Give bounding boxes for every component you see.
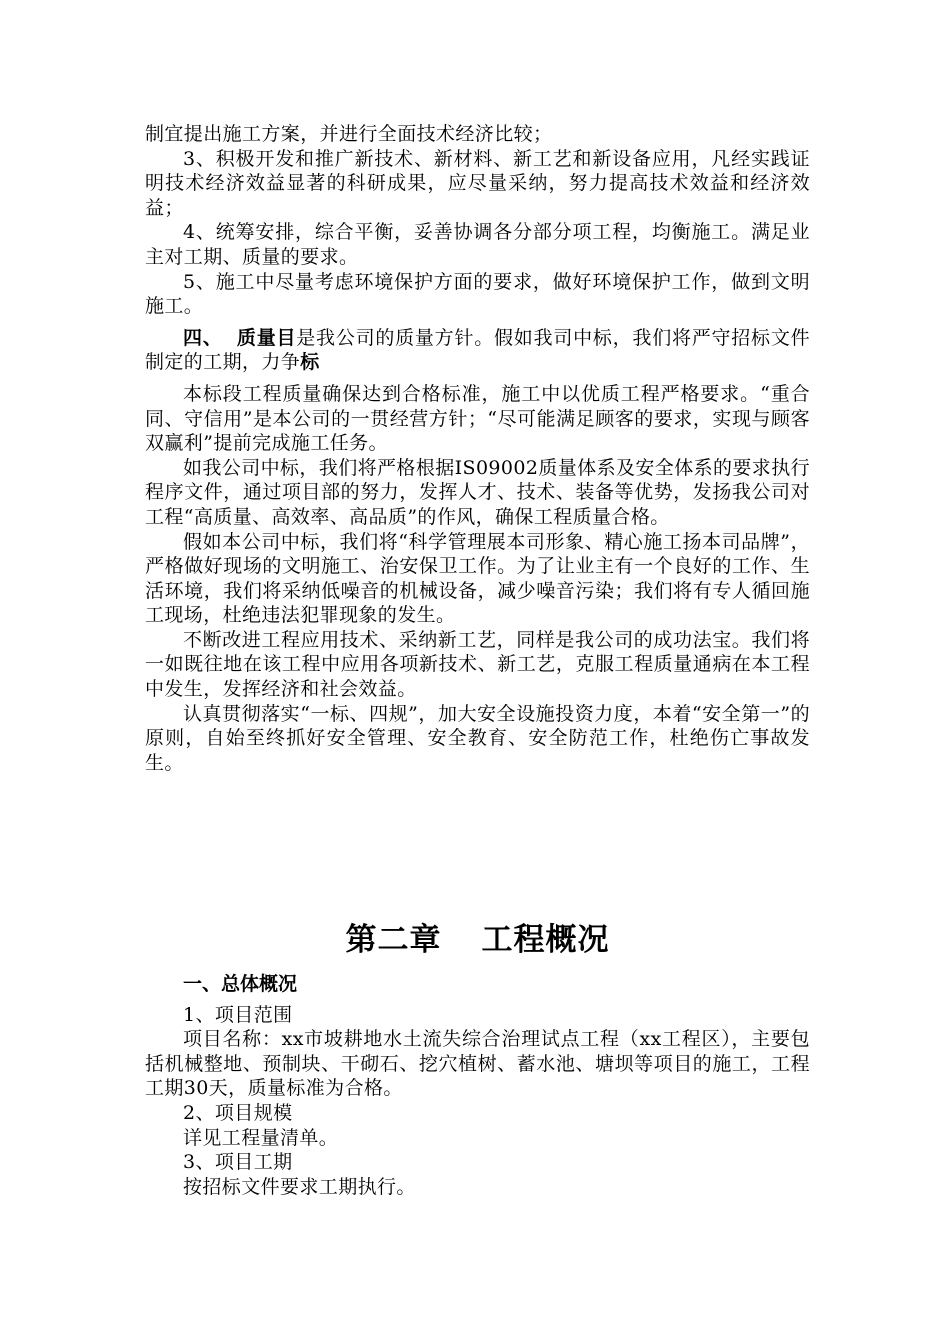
quality-paragraph-4: 不断改进工程应用技术、采纳新工艺，同样是我公司的成功法宝。我们将一如既往地在该工程中应用各项新技术、新工艺，克服工程质量通病在本工程中发生，发挥经济和社会效益。 <box>145 628 810 701</box>
subsection-scale-heading: 2、项目规模 <box>183 1101 293 1124</box>
quality-heading-paragraph <box>145 326 810 375</box>
subsection-duration-body: 按招标文件要求工期执行。 <box>183 1175 416 1198</box>
chapter-number: 第二章 <box>345 922 442 958</box>
paragraph-item-3: 3、积极开发和推广新技术、新材料、新工艺和新设备应用，凡经实践证明技术经济效益显著的科研成果，应尽量采纳，努力提高技术效益和经济效益； <box>145 147 810 219</box>
subsection-scope-heading: 1、项目范围 <box>183 1003 293 1026</box>
subsection-scale-body: 详见工程量清单。 <box>183 1126 339 1149</box>
chapter-title: 工程概况 <box>481 922 610 958</box>
quality-paragraph-2: 如我公司中标，我们将严格根据IS09002质量体系及安全体系的要求执行程序文件，通过项目部的努力，发挥人才、技术、装备等优势，发扬我公司对工程“高质量、高效率、高品质”的作风，确保工程质量合格。 <box>145 456 810 528</box>
paragraph-continued: 制宜提出施工方案，并进行全面技术经济比较； <box>145 123 553 145</box>
subsection-scope-body: 项目名称：xx市坡耕地水土流失综合治理试点工程（xx工程区），主要包括机械整地、预制块、干砌石、挖穴植树、蓄水池、塘坝等项目的施工，工程工期30天，质量标准为合格。 <box>145 1028 810 1100</box>
quality-heading-number: 四、 <box>183 326 223 349</box>
quality-paragraph-1: 本标段工程质量确保达到合格标准，施工中以优质工程严格要求。“重合同、守信用”是本公司的一贯经营方针；“尽可能满足顾客的要求，实现与顾客双赢利”提前完成施工任务。 <box>145 382 810 455</box>
chapter-heading <box>145 914 810 959</box>
quality-paragraph-3: 假如本公司中标，我们将“科学管理展本司形象、精心施工扬本司品牌”，严格做好现场的文明施工、治安保卫工作。为了让业主有一个良好的工作、生活环境，我们将采纳低噪音的机械设备，减少噪音污染；我们将有专人循回施工现场，杜绝违法犯罪现象的发生。 <box>145 530 810 627</box>
chapter-2-body <box>145 972 810 1199</box>
document-page <box>145 122 811 1198</box>
paragraph-item-4: 4、统筹安排，综合平衡，妥善协调各分部分项工程，均衡施工。满足业主对工期、质量的要求。 <box>145 221 810 268</box>
paragraph-item-5: 5、施工中尽量考虑环境保护方面的要求，做好环境保护工作，做到文明施工。 <box>145 270 810 318</box>
quality-heading-title: 质量目 <box>236 326 297 349</box>
section-heading-overview: 一、总体概况 <box>183 973 298 995</box>
quality-paragraph-5: 认真贯彻落实“一标、四规”，加大安全设施投资力度，本着“安全第一”的原则，自始至终抓好安全管理、安全教育、安全防范工作，杜绝伤亡事故发生。 <box>145 702 810 774</box>
quality-heading-tail: 标 <box>300 351 320 374</box>
quality-heading-text: 是我公司的质量方针。假如我司中标，我们将严守招标文件制定的工期，力争 <box>145 326 811 374</box>
subsection-duration-heading: 3、项目工期 <box>183 1151 293 1174</box>
